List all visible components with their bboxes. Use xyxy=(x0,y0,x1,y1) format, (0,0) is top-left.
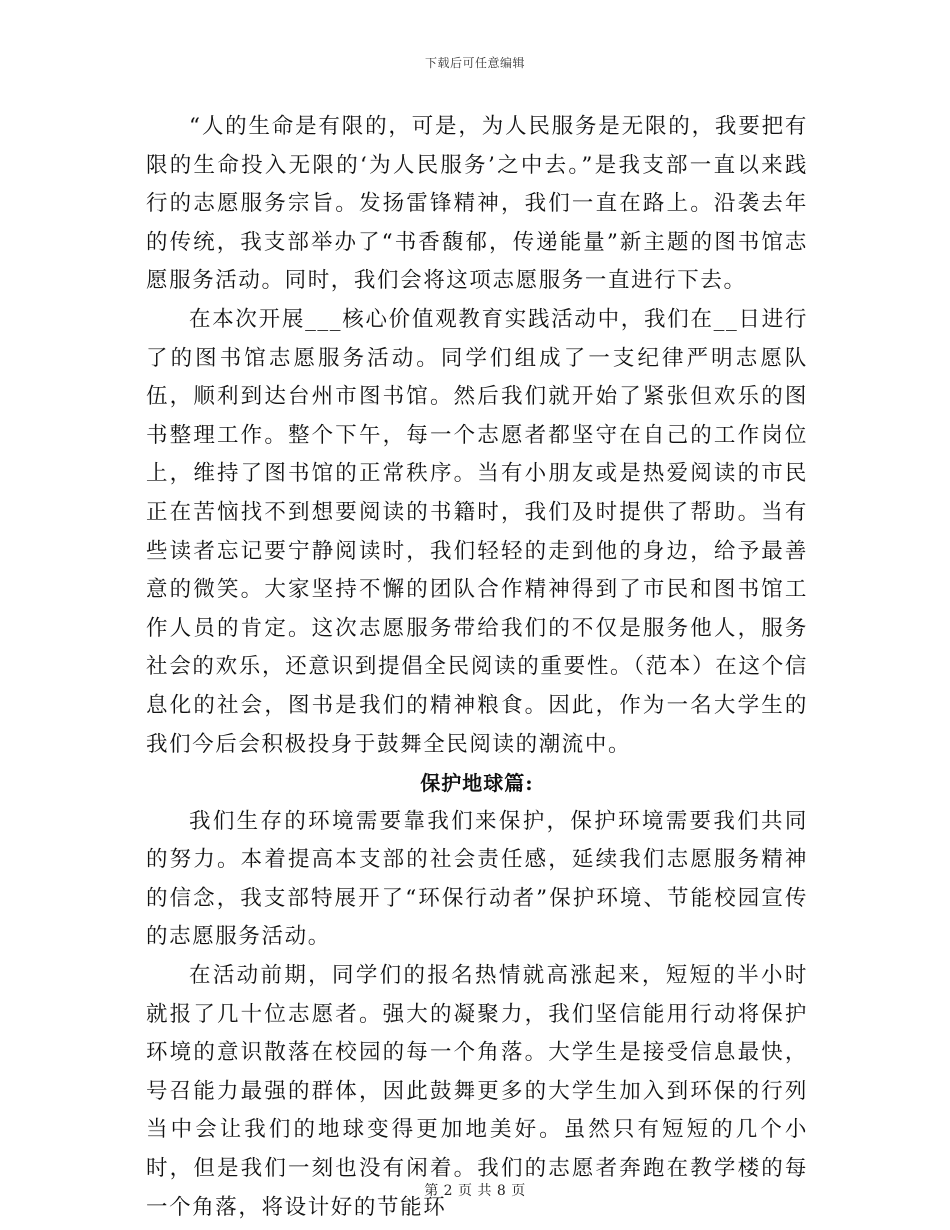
paragraph-1: “人的生命是有限的，可是，为人民服务是无限的，我要把有限的生命投入无限的‘为人民服务’之中去。”是我支部一直以来践行的志愿服务宗旨。发扬雷锋精神，我们一直在路上。沿袭去年的传统，我支部举办了“书香馥郁，传递能量”新主题的图书馆志愿服务活动。同时，我们会将这项志愿服务一直进行下去。 xyxy=(146,114,808,294)
paragraph-4: 在活动前期，同学们的报名热情就高涨起来，短短的半小时就报了几十位志愿者。强大的凝聚力，我们坚信能用行动将保护环境的意识散落在校园的每一个角落。大学生是接受信息最快，号召能力最强的群体，因此鼓舞更多的大学生加入到环保的行列当中会让我们的地球变得更加地美好。虽然只有短短的几个小时，但是我们一刻也没有闲着。我们的志愿者奔跑在教学楼的每一个角落，将设计好的节能环 xyxy=(146,963,808,1220)
section-heading: 保护地球篇: xyxy=(420,771,534,796)
document-body xyxy=(146,108,808,1227)
paragraph-3: 我们生存的环境需要靠我们来保护，保护环境需要我们共同的努力。本着提高本支部的社会责任感，延续我们志愿服务精神的信念，我支部特展开了“环保行动者”保护环境、节能校园宣传的志愿服务活动。 xyxy=(146,808,808,950)
page-footer: 第 2 页 共 8 页 xyxy=(424,1183,526,1199)
paragraph-2: 在本次开展___核心价值观教育实践活动中，我们在__日进行了的图书馆志愿服务活动。同学们组成了一支纪律严明志愿队伍，顺利到达台州市图书馆。然后我们就开始了紧张但欢乐的图书整理工作。整个下午，每一个志愿者都坚守在自己的工作岗位上，维持了图书馆的正常秩序。当有小朋友或是热爱阅读的市民正在苦恼找不到想要阅读的书籍时，我们及时提供了帮助。当有些读者忘记要宁静阅读时，我们轻轻的走到他的身边，给予最善意的微笑。大家坚持不懈的团队合作精神得到了市民和图书馆工作人员的肯定。这次志愿服务带给我们的不仅是服务他人，服务社会的欢乐，还意识到提倡全民阅读的重要性。（范本）在这个信息化的社会，图书是我们的精神粮食。因此，作为一名大学生的我们今后会积极投身于鼓舞全民阅读的潮流中。 xyxy=(146,306,808,757)
page-header: 下载后可任意编辑 xyxy=(424,56,525,70)
